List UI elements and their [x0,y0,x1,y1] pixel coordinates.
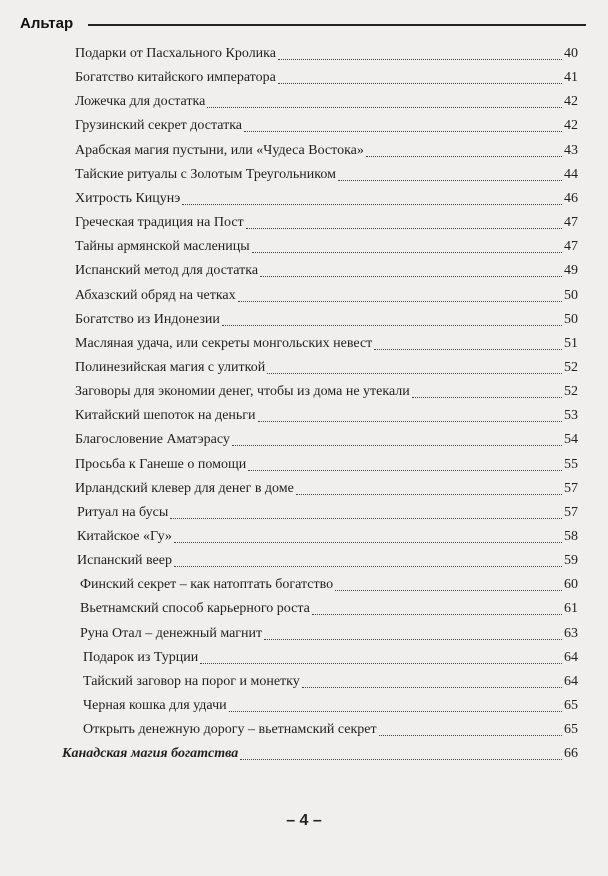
toc-entry [0,672,608,692]
dot-leader [260,275,562,277]
toc-entry-title: Греческая традиция на Пост [75,215,244,231]
toc-entry-title: Ирландский клевер для денег в доме [75,480,294,496]
dot-leader [182,203,562,205]
toc-entry [0,551,608,571]
toc-entry [0,455,608,475]
dot-leader [374,348,562,350]
dot-leader [174,565,562,567]
toc-entry-title: Просьба к Ганеше о помощи [75,456,247,472]
toc-entry-page: 44 [564,166,578,182]
toc-entry-title: Руна Отал – денежный магнит [80,625,263,641]
toc-entry-page: 52 [564,384,578,400]
dot-leader [258,420,562,422]
dot-leader [170,517,562,519]
toc-entry [0,237,608,257]
toc-entry-page: 46 [564,190,578,206]
toc-entry-title: Тайские ритуалы с Золотым Треугольником [75,166,336,182]
toc-entry-page: 61 [564,601,578,617]
toc-entry-page: 49 [564,263,578,279]
toc-entry-page: 42 [564,94,578,110]
toc-entry [0,213,608,233]
toc-entry-title: Тайский заговор на порог и монетку [83,673,300,689]
toc-entry [0,430,608,450]
toc-entry [0,141,608,161]
toc-entry [0,189,608,209]
toc-entry-title: Вьетнамский способ карьерного роста [80,601,310,617]
toc-entry-title: Заговоры для экономии денег, чтобы из дома не утекали [75,384,410,400]
dot-leader [338,179,562,181]
dot-leader [252,251,562,253]
dot-leader [366,155,562,157]
toc-entry [0,310,608,330]
toc-entry-page: 54 [564,432,578,448]
toc-entry [0,116,608,136]
toc-entry-page: 64 [564,649,578,665]
page-number: – 4 – [286,812,322,829]
toc-entry-page: 50 [564,287,578,303]
toc-entry-title: Благословение Аматэрасу [75,432,230,448]
toc-entry-title: Богатство из Индонезии [75,311,220,327]
toc-entry-title: Абхазский обряд на четках [75,287,236,303]
dot-leader [267,372,562,374]
dot-leader [244,130,562,132]
toc-entry-page: 60 [564,577,578,593]
toc-entry-page: 64 [564,673,578,689]
dot-leader [312,613,562,615]
dot-leader [248,469,562,471]
toc-entry [0,358,608,378]
toc-entry [0,720,608,740]
dot-leader [246,227,562,229]
toc-entry [0,599,608,619]
toc-entry-title: Богатство китайского императора [75,70,276,86]
toc-entry-page: 53 [564,408,578,424]
toc-entry-page: 47 [564,215,578,231]
toc-entry-title: Испанский метод для достатка [75,263,259,279]
dot-leader [302,686,562,688]
dot-leader [207,106,562,108]
toc-entry [0,406,608,426]
toc-entry [0,92,608,112]
toc-entry-title: Арабская магия пустыни, или «Чудеса Востока» [75,142,364,158]
toc-entry [0,624,608,644]
toc-entry [0,575,608,595]
toc-entry-title: Тайны армянской масленицы [75,239,250,255]
toc-entry [0,334,608,354]
toc-entry-title: Подарки от Пасхального Кролика [75,46,276,61]
toc-entry-title: Масляная удача, или секреты монгольских невест [75,335,373,351]
dot-leader [174,541,562,543]
toc-entry-title: Китайское «Гу» [77,529,172,544]
toc-section-entry [0,744,608,764]
toc-entry-page: 65 [564,722,578,738]
toc-entry-title: Испанский веер [77,553,172,569]
toc-entry-page: 57 [564,504,578,520]
dot-leader [264,638,562,640]
dot-leader [296,493,562,495]
toc-entry-title: Ложечка для достатка [75,94,206,110]
toc-entry-title: Китайский шепоток на деньги [75,408,256,424]
toc-entry-page: 55 [564,456,578,472]
toc-entry-page: 41 [564,70,578,86]
toc-entry-page: 42 [564,118,578,134]
dot-leader [278,58,562,60]
dot-leader [200,662,562,664]
toc-entry-title: Ритуал на бусы [77,504,169,520]
toc-entry-page: 40 [564,46,578,61]
toc-entry-title: Хитрость Кицунэ [75,190,181,206]
dot-leader [379,734,562,736]
toc-entry [0,503,608,523]
dot-leader [240,758,562,760]
toc-entry-page: 47 [564,239,578,255]
toc-entry-page: 63 [564,625,578,641]
toc-entry [0,696,608,716]
dot-leader [232,444,562,446]
page-header [20,14,590,34]
toc-entry-page: 65 [564,698,578,714]
toc-entry [0,527,608,547]
toc-entry [0,261,608,281]
toc-entry-page: 59 [564,553,578,569]
toc-entry-page: 52 [564,359,578,375]
toc-entry [0,382,608,402]
toc-entry-title: Финский секрет – как натоптать богатство [80,577,334,593]
toc-entry-page: 50 [564,311,578,327]
toc-entry [0,479,608,499]
toc-entry [0,68,608,88]
toc-entry-page: 43 [564,142,578,158]
toc-entry [0,44,608,64]
toc-entry-page: 57 [564,480,578,496]
dot-leader [278,82,562,84]
toc-entry [0,286,608,306]
toc-entry-title: Подарок из Турции [83,649,199,665]
toc-entry-page: 58 [564,529,578,544]
toc-entry-title: Канадская магия богатства [62,746,239,762]
toc-entry [0,648,608,668]
toc-entry-title: Грузинский секрет достатка [75,118,243,134]
dot-leader [412,396,562,398]
toc-entry-page: 51 [564,335,578,351]
dot-leader [229,710,562,712]
dot-leader [335,589,562,591]
toc-entry [0,165,608,185]
section-title: Альтар [20,15,74,32]
toc-entry-page: 66 [564,746,578,762]
header-rule [88,24,586,26]
toc-entry-title: Черная кошка для удачи [83,698,227,714]
toc-entry-title: Полинезийская магия с улиткой [75,359,266,375]
toc-entry-title: Открыть денежную дорогу – вьетнамский секрет [83,722,377,738]
dot-leader [238,300,562,302]
dot-leader [222,324,562,326]
